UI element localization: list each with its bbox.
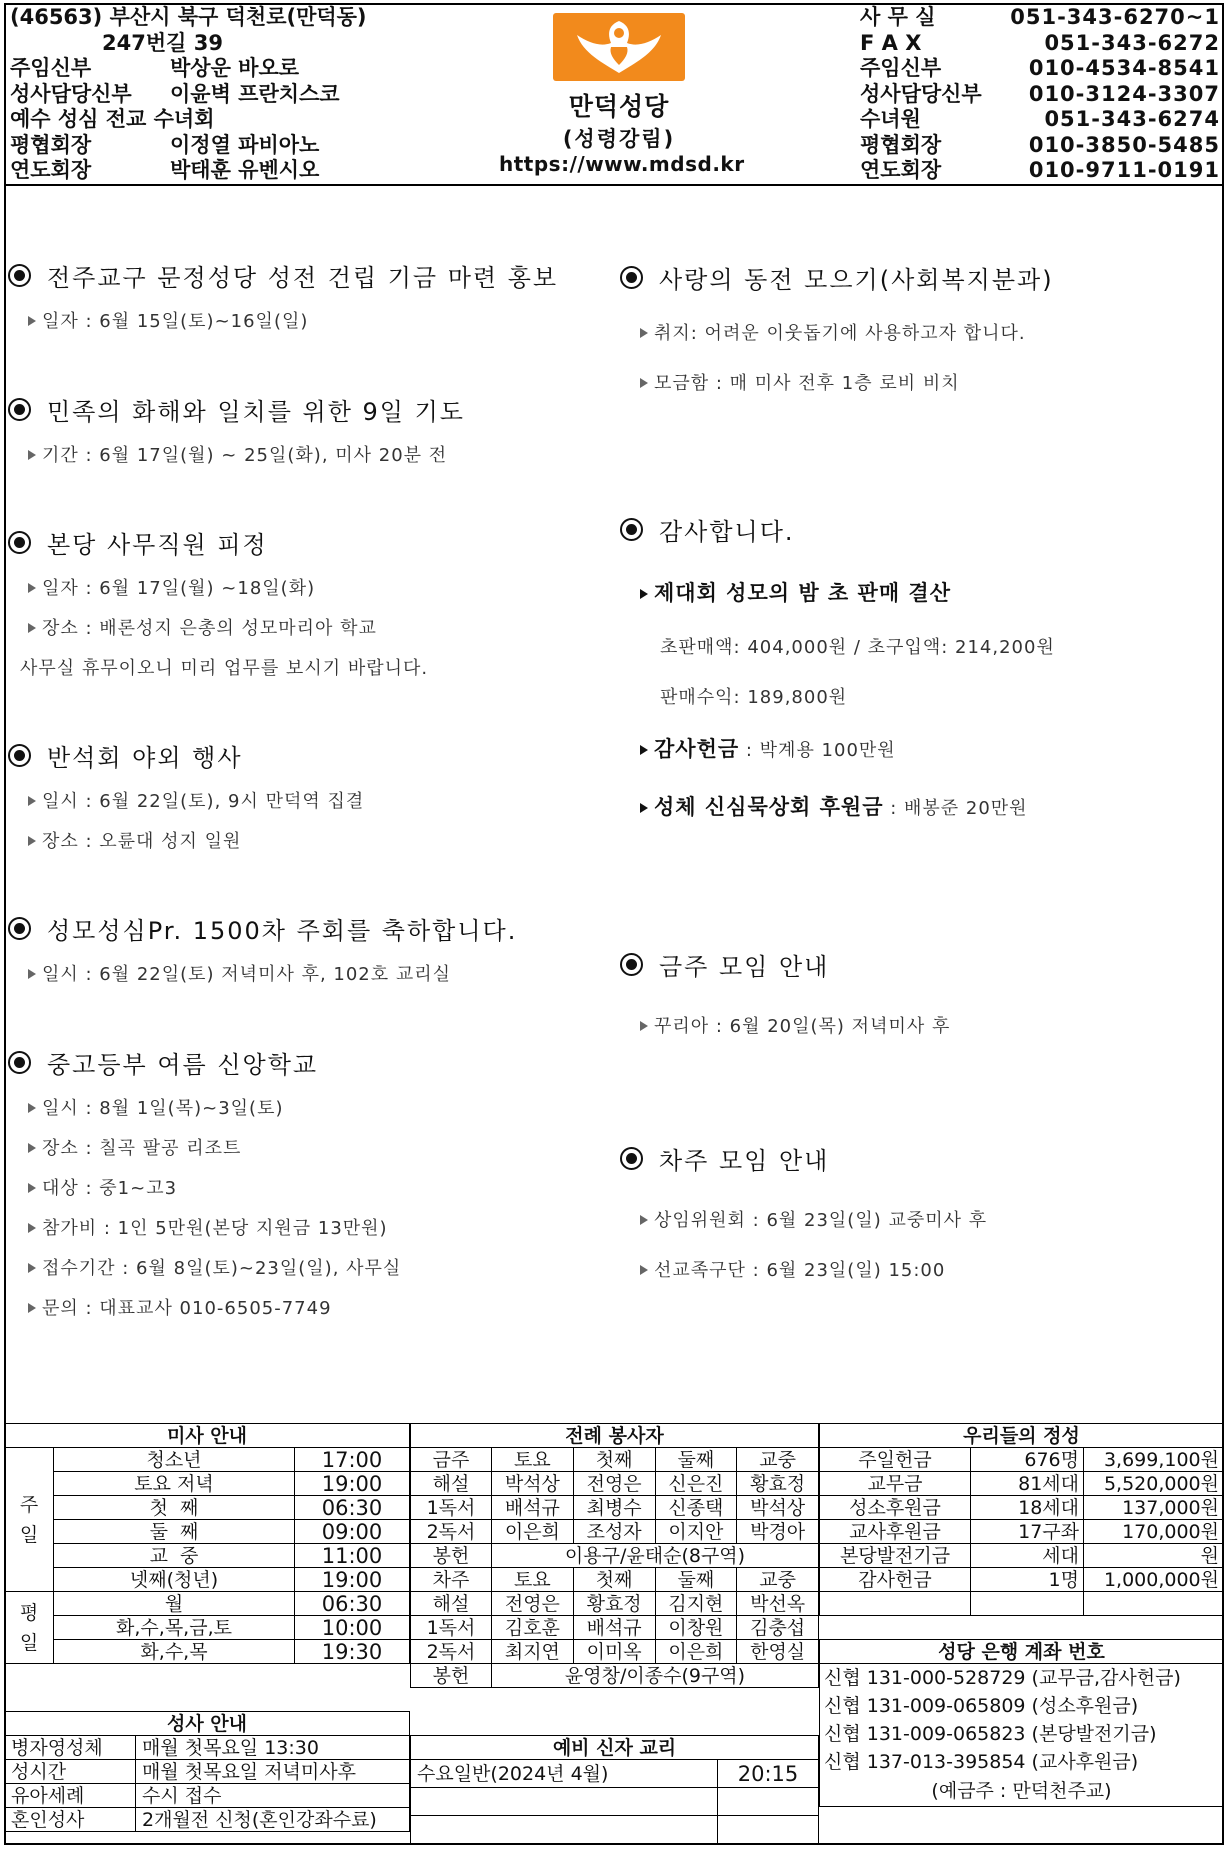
notice-item <box>28 1294 401 1320</box>
notice-title-text: 차주 모임 안내 <box>659 1147 830 1175</box>
bank-account-table <box>819 1639 1224 1807</box>
notice-title-text: 반석회 야외 행사 <box>47 744 243 772</box>
liturgy-cell: 이은희 <box>492 1520 574 1544</box>
triangle-icon <box>28 1143 36 1153</box>
mass-time: 06:30 <box>295 1592 410 1616</box>
contact-label: 평협회장 <box>860 132 942 157</box>
notice-item-text: 장소 : 배론성지 은총의 성모마리아 학교 <box>42 618 377 639</box>
liturgy-head: 토요 <box>492 1448 574 1472</box>
triangle-icon <box>640 589 648 599</box>
mass-time: 17:00 <box>295 1448 410 1472</box>
header-left-info <box>10 5 367 184</box>
notice-item <box>28 1134 401 1160</box>
bullet-icon <box>620 266 643 289</box>
bullet-icon <box>620 518 643 541</box>
catechumen-time <box>718 1816 819 1844</box>
header-left-row <box>10 158 367 184</box>
notice-item-text: 취지: 어려운 이웃돕기에 사용하고자 합니다. <box>654 323 1026 344</box>
offering-table <box>819 1423 1224 1616</box>
contact-label: 성사담당신부 <box>860 81 982 106</box>
liturgy-cell: 이은희 <box>655 1640 737 1664</box>
notice-section <box>8 525 428 680</box>
bank-account: 신협 131-000-528729 (교무금,감사헌금) <box>820 1664 1224 1693</box>
triangle-icon <box>28 316 36 326</box>
mass-time: 10:00 <box>295 1616 410 1640</box>
liturgy-cell: 박석상 <box>737 1496 819 1520</box>
role-label: 예수 성심 전교 수녀회 <box>10 107 215 131</box>
bullet-icon <box>8 531 31 554</box>
triangle-icon <box>28 1223 36 1233</box>
contact-label: 수녀원 <box>860 107 921 131</box>
liturgy-title: 전례 봉사자 <box>411 1424 819 1448</box>
bank-title: 성당 은행 계좌 번호 <box>820 1640 1224 1664</box>
header-left-row <box>10 5 367 31</box>
notice-title <box>8 738 364 773</box>
bullet-icon <box>620 1147 643 1170</box>
thanks-donation-label: 성체 신심묵상회 후원금 <box>654 795 884 819</box>
notice-title <box>8 258 558 293</box>
catechumen-time <box>718 1788 819 1816</box>
liturgy-cell: 황효정 <box>573 1592 655 1616</box>
mass-name: 화,수,목,금,토 <box>54 1616 295 1640</box>
offering-label: 감사헌금 <box>820 1568 971 1592</box>
offering-amount: 1,000,000원 <box>1084 1568 1224 1592</box>
bullet-icon <box>8 917 31 940</box>
mass-schedule-table <box>4 1423 410 1664</box>
contact-label: 사 무 실 <box>860 5 936 29</box>
notice-item <box>640 1206 987 1232</box>
church-name: 만덕성당 <box>568 92 670 121</box>
mass-name: 둘 째 <box>54 1520 295 1544</box>
liturgy-cell: 박선옥 <box>737 1592 819 1616</box>
offer-label: 봉헌 <box>411 1664 492 1688</box>
liturgy-cell: 김호훈 <box>492 1616 574 1640</box>
notice-title <box>620 947 950 982</box>
catechumen-class <box>411 1816 718 1844</box>
contact-number: 010-9711-0191 <box>1028 158 1220 182</box>
church-logo <box>499 13 745 176</box>
thanks-donation <box>640 791 1055 821</box>
mass-name: 토요 저녁 <box>54 1472 295 1496</box>
church-website-link[interactable]: https://www.mdsd.kr <box>499 152 745 176</box>
contact-number: 051-343-6274 <box>1044 107 1220 131</box>
liturgy-cell: 전영은 <box>492 1592 574 1616</box>
liturgy-cell: 최병수 <box>573 1496 655 1520</box>
mass-name: 첫 째 <box>54 1496 295 1520</box>
bullet-icon <box>8 398 31 421</box>
triangle-icon <box>28 969 36 979</box>
liturgy-head: 둘째 <box>655 1448 737 1472</box>
offering-label: 교무금 <box>820 1472 971 1496</box>
liturgy-head: 교중 <box>737 1568 819 1592</box>
liturgy-cell: 1독서 <box>411 1616 492 1640</box>
role-label: 주임신부 <box>10 56 92 80</box>
liturgy-cell: 배석규 <box>492 1496 574 1520</box>
notice-title <box>8 911 517 946</box>
mass-title: 미사 안내 <box>5 1424 410 1448</box>
contact-label: F A X <box>860 30 922 55</box>
this-week-meetings <box>620 947 950 1038</box>
mass-time: 06:30 <box>295 1496 410 1520</box>
liturgy-cell: 2독서 <box>411 1520 492 1544</box>
notice-item <box>640 319 1054 345</box>
mass-name: 청소년 <box>54 1448 295 1472</box>
liturgy-cell: 신은진 <box>655 1472 737 1496</box>
sacrament-value: 매월 첫목요일 13:30 <box>136 1736 410 1760</box>
account-holder: (예금주 : 만덕천주교) <box>820 1776 1224 1807</box>
contact-row <box>860 5 1220 31</box>
catechumen-class <box>411 1788 718 1816</box>
sales-line: 초판매액: 404,000원 / 초구입액: 214,200원 <box>660 637 1055 658</box>
offering-count: 18세대 <box>971 1496 1084 1520</box>
offering-title: 우리들의 정성 <box>820 1424 1224 1448</box>
header-left-row <box>10 82 367 108</box>
notice-title-text: 민족의 화해와 일치를 위한 9일 기도 <box>47 398 465 426</box>
triangle-icon <box>28 1103 36 1113</box>
notice-item <box>28 574 428 600</box>
offering-amount: 3,699,100원 <box>1084 1448 1224 1472</box>
offering-label: 교사후원금 <box>820 1520 971 1544</box>
bank-account: 신협 131-009-065823 (본당발전기금) <box>820 1720 1224 1748</box>
liturgy-cell: 해설 <box>411 1472 492 1496</box>
liturgy-head: 교중 <box>737 1448 819 1472</box>
notice-item <box>28 827 364 853</box>
liturgy-cell: 박경아 <box>737 1520 819 1544</box>
liturgy-cell: 신종택 <box>655 1496 737 1520</box>
liturgy-cell: 이창원 <box>655 1616 737 1640</box>
triangle-icon <box>640 1021 648 1031</box>
header-left-row <box>10 56 367 82</box>
notice-section <box>8 258 558 333</box>
role-label: 연도회장 <box>10 158 92 182</box>
header-left-row <box>10 133 367 159</box>
contact-label: 연도회장 <box>860 158 942 182</box>
church-subtitle: (성령강림) <box>562 127 676 151</box>
role-name: 박태훈 유벤시오 <box>170 158 320 182</box>
offering-count <box>971 1592 1084 1616</box>
notice-section <box>8 1045 401 1320</box>
thanks-subtitle <box>640 577 1055 607</box>
role-name: 이정열 파비아노 <box>170 132 320 157</box>
offering-count: 세대 <box>971 1544 1084 1568</box>
weekday-label: 평 일 <box>5 1592 54 1664</box>
mass-time: 19:00 <box>295 1568 410 1592</box>
bullet-icon <box>620 953 643 976</box>
notice-item-text: 모금함 : 매 미사 전후 1층 로비 비치 <box>654 373 960 394</box>
mass-name: 월 <box>54 1592 295 1616</box>
notice-title-text: 본당 사무직원 피정 <box>47 531 268 559</box>
contact-label: 주임신부 <box>860 56 942 80</box>
liturgy-cell: 최지연 <box>492 1640 574 1664</box>
sunday-label: 주 일 <box>5 1448 54 1592</box>
triangle-icon <box>28 836 36 846</box>
role-label: 성사담당신부 <box>10 81 132 106</box>
notice-title <box>620 512 1055 547</box>
contact-number: 010-4534-8541 <box>1028 56 1220 80</box>
offering-count: 676명 <box>971 1448 1084 1472</box>
triangle-icon <box>640 1215 648 1225</box>
notice-item <box>28 307 558 333</box>
liturgy-head: 차주 <box>411 1568 492 1592</box>
profit-line: 판매수익: 189,800원 <box>660 687 848 708</box>
liturgy-cell: 김지현 <box>655 1592 737 1616</box>
liturgy-head: 첫째 <box>573 1568 655 1592</box>
notice-item-text: 일시 : 8월 1일(목)~3일(토) <box>42 1098 284 1119</box>
notice-section <box>8 911 517 986</box>
notice-item-text: 접수기간 : 6월 8일(토)~23일(일), 사무실 <box>42 1258 402 1279</box>
liturgy-head: 금주 <box>411 1448 492 1472</box>
bullet-icon <box>8 744 31 767</box>
sacrament-title: 성사 안내 <box>5 1712 410 1736</box>
bulletin-header <box>4 3 1224 186</box>
notice-item <box>28 441 465 467</box>
bullet-icon <box>8 1051 31 1074</box>
mass-time: 19:00 <box>295 1472 410 1496</box>
triangle-icon <box>640 328 648 338</box>
contact-row <box>860 56 1220 82</box>
notice-item <box>28 1174 401 1200</box>
notice-item-text: 기간 : 6월 17일(월) ~ 25일(화), 미사 20분 전 <box>42 445 448 466</box>
triangle-icon <box>28 1263 36 1273</box>
offering-label: 주일헌금 <box>820 1448 971 1472</box>
sacrament-label: 혼인성사 <box>5 1808 136 1832</box>
liturgy-cell: 조성자 <box>573 1520 655 1544</box>
offering-count: 81세대 <box>971 1472 1084 1496</box>
notice-item-text: 일자 : 6월 17일(월) ~18일(화) <box>42 578 316 599</box>
offer-label: 봉헌 <box>411 1544 492 1568</box>
liturgy-cell: 박석상 <box>492 1472 574 1496</box>
offering-amount: 원 <box>1084 1544 1224 1568</box>
notice-item-text: 장소 : 칠곡 팔공 리조트 <box>42 1138 242 1159</box>
liturgy-cell: 1독서 <box>411 1496 492 1520</box>
notice-item-text: 선교족구단 : 6월 23일(일) 15:00 <box>654 1260 946 1281</box>
notice-section <box>8 392 465 467</box>
liturgy-head: 둘째 <box>655 1568 737 1592</box>
notice-section <box>8 738 364 853</box>
contact-number: 010-3850-5485 <box>1028 132 1220 157</box>
notice-title-text: 전주교구 문정성당 성전 건립 기금 마련 홍보 <box>47 264 559 292</box>
notice-title-text: 성모성심Pr. 1500차 주회를 축하합니다. <box>47 917 518 945</box>
liturgy-cell: 해설 <box>411 1592 492 1616</box>
contact-number: 051-343-6270~1 <box>1010 5 1220 29</box>
thanks-section <box>620 512 1055 821</box>
notice-item-text: 참가비 : 1인 5만원(본당 지원금 13만원) <box>42 1218 388 1239</box>
notice-item <box>640 1256 987 1282</box>
sacrament-table <box>4 1711 410 1832</box>
header-left-row <box>10 107 367 133</box>
mass-time: 11:00 <box>295 1544 410 1568</box>
notice-title-text: 감사합니다. <box>659 518 795 546</box>
notice-item <box>28 614 428 640</box>
liturgy-cell: 이지안 <box>655 1520 737 1544</box>
liturgy-head: 토요 <box>492 1568 574 1592</box>
contact-row <box>860 107 1220 133</box>
liturgy-cell: 한영실 <box>737 1640 819 1664</box>
role-label: 평협회장 <box>10 132 92 157</box>
triangle-icon <box>28 1303 36 1313</box>
contact-number: 051-343-6272 <box>1044 30 1220 55</box>
next-week-meetings <box>620 1141 987 1282</box>
triangle-icon <box>640 803 648 813</box>
bank-account: 신협 131-009-065809 (성소후원금) <box>820 1692 1224 1720</box>
notice-title-text: 사랑의 동전 모으기(사회복지분과) <box>659 266 1054 294</box>
offering-amount: 170,000원 <box>1084 1520 1224 1544</box>
offering-count: 1명 <box>971 1568 1084 1592</box>
notice-title <box>8 392 465 427</box>
triangle-icon <box>28 450 36 460</box>
notice-item-text: 대상 : 중1~고3 <box>42 1178 178 1199</box>
liturgy-cell: 황효정 <box>737 1472 819 1496</box>
notice-item-text: 꾸리아 : 6월 20일(목) 저녁미사 후 <box>654 1016 951 1037</box>
mass-name: 화,수,목 <box>54 1640 295 1664</box>
offering-amount <box>1084 1592 1224 1616</box>
offering-label: 본당발전기금 <box>820 1544 971 1568</box>
role-name: 이윤벽 프란치스코 <box>170 81 340 106</box>
contact-row <box>860 82 1220 108</box>
offer-value: 윤영창/이종수(9구역) <box>492 1664 819 1688</box>
notice-item <box>28 960 517 986</box>
notice-title <box>8 1045 401 1080</box>
liturgy-cell: 2독서 <box>411 1640 492 1664</box>
notice-item <box>28 1094 401 1120</box>
catechumen-title: 예비 신자 교리 <box>411 1736 819 1760</box>
triangle-icon <box>28 623 36 633</box>
offering-amount: 137,000원 <box>1084 1496 1224 1520</box>
thanks-offering <box>640 733 1055 763</box>
offer-value: 이용구/윤태순(8구역) <box>492 1544 819 1568</box>
sacrament-label: 병자영성체 <box>5 1736 136 1760</box>
mass-name: 교 중 <box>54 1544 295 1568</box>
dove-logo-icon <box>553 13 685 81</box>
catechumen-table <box>410 1735 819 1844</box>
triangle-icon <box>28 1183 36 1193</box>
notice-note: 사무실 휴무이오니 미리 업무를 보시기 바랍니다. <box>20 658 429 679</box>
sacrament-value: 수시 접수 <box>136 1784 410 1808</box>
catechumen-class: 수요일반(2024년 4월) <box>411 1760 718 1788</box>
triangle-icon <box>28 796 36 806</box>
notice-item-text: 상임위원회 : 6월 23일(일) 교중미사 후 <box>654 1210 988 1231</box>
liturgy-cell: 김충섭 <box>737 1616 819 1640</box>
header-left-row <box>10 31 367 57</box>
bank-account: 신협 137-013-395854 (교사후원금) <box>820 1748 1224 1776</box>
sacrament-label: 성시간 <box>5 1760 136 1784</box>
notice-title <box>620 260 1054 295</box>
thanks-offering-value: : 박계용 100만원 <box>739 740 896 761</box>
triangle-icon <box>640 745 648 755</box>
thanks-donation-value: : 배봉준 20만원 <box>883 798 1028 819</box>
header-right-contacts <box>860 5 1220 184</box>
offering-amount: 5,520,000원 <box>1084 1472 1224 1496</box>
offering-label <box>820 1592 971 1616</box>
notice-item-text: 장소 : 오륜대 성지 일원 <box>42 831 242 852</box>
mass-time: 19:30 <box>295 1640 410 1664</box>
offering-count: 17구좌 <box>971 1520 1084 1544</box>
notice-item <box>28 1254 401 1280</box>
contact-row <box>860 158 1220 184</box>
catechumen-time: 20:15 <box>718 1760 819 1788</box>
bullet-icon <box>8 264 31 287</box>
notice-title-text: 금주 모임 안내 <box>659 953 830 981</box>
sacrament-label: 유아세례 <box>5 1784 136 1808</box>
thanks-subtitle-text: 제대회 성모의 밤 초 판매 결산 <box>654 581 951 605</box>
liturgy-table <box>410 1423 819 1688</box>
triangle-icon <box>640 378 648 388</box>
mass-name: 넷째(청년) <box>54 1568 295 1592</box>
sacrament-value: 매월 첫목요일 저녁미사후 <box>136 1760 410 1784</box>
notice-item <box>640 369 1054 395</box>
contact-row <box>860 133 1220 159</box>
liturgy-cell: 배석규 <box>573 1616 655 1640</box>
liturgy-cell: 이미옥 <box>573 1640 655 1664</box>
thanks-offering-label: 감사헌금 <box>654 737 740 761</box>
address-line-2: 247번길 39 <box>102 30 223 55</box>
notice-item-text: 일시 : 6월 22일(토) 저녁미사 후, 102호 교리실 <box>42 964 452 985</box>
notice-title <box>8 525 428 560</box>
notice-item-text: 일시 : 6월 22일(토), 9시 만덕역 집결 <box>42 791 365 812</box>
notice-item-text: 문의 : 대표교사 010-6505-7749 <box>42 1298 332 1319</box>
liturgy-head: 첫째 <box>573 1448 655 1472</box>
triangle-icon <box>28 583 36 593</box>
address-line: (46563) 부산시 북구 덕천로(만덕동) <box>10 5 367 29</box>
mass-time: 09:00 <box>295 1520 410 1544</box>
notice-item <box>640 1012 950 1038</box>
offering-label: 성소후원금 <box>820 1496 971 1520</box>
love-coin-section <box>620 260 1054 395</box>
role-name: 박상운 바오로 <box>170 56 300 80</box>
notice-title-text: 중고등부 여름 신앙학교 <box>47 1051 319 1079</box>
triangle-icon <box>640 1265 648 1275</box>
notice-item-text: 일자 : 6월 15일(토)~16일(일) <box>42 311 309 332</box>
notice-item <box>28 787 364 813</box>
sacrament-value: 2개월전 신청(혼인강좌수료) <box>136 1808 410 1832</box>
notice-item <box>28 1214 401 1240</box>
contact-row <box>860 31 1220 57</box>
liturgy-cell: 전영은 <box>573 1472 655 1496</box>
contact-number: 010-3124-3307 <box>1028 81 1220 106</box>
notice-title <box>620 1141 987 1176</box>
